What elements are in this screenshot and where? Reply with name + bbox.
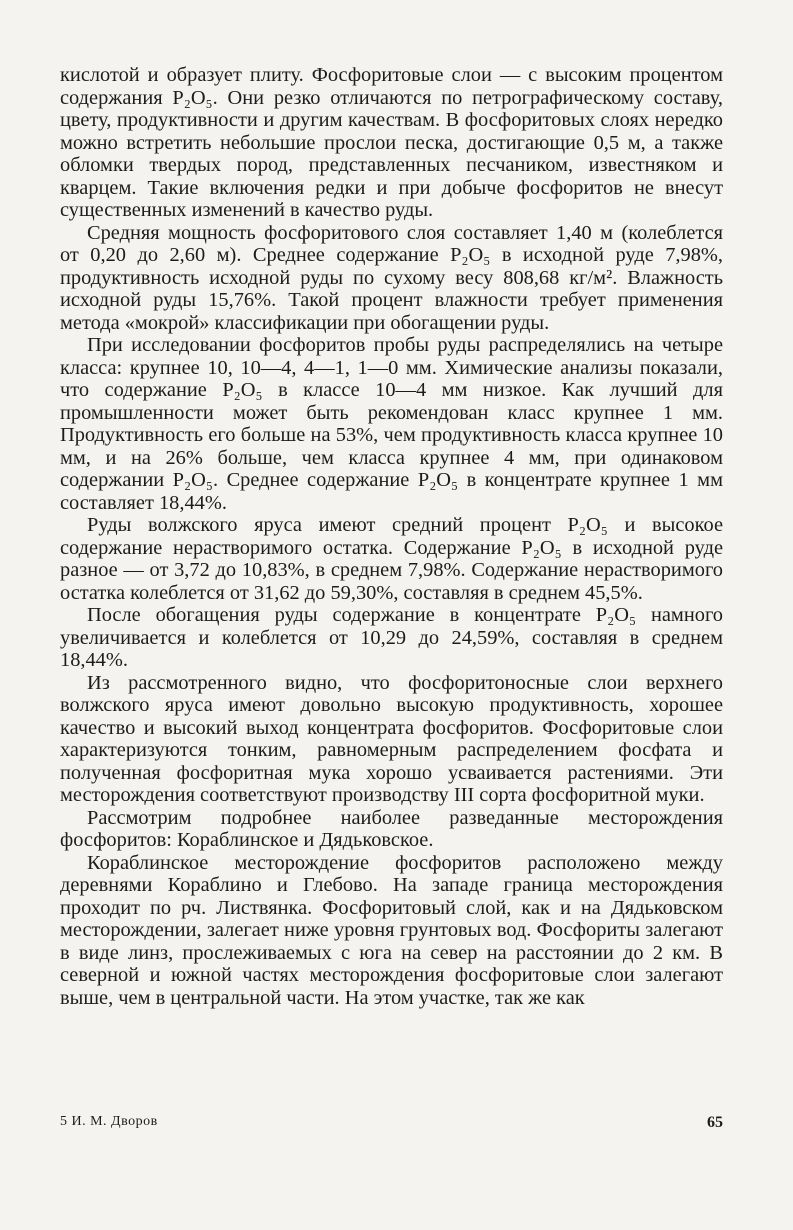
paragraph-6: Из рассмотренного видно, что фосфоритоносные слои верхнего волжского яруса имеют довольно высокую продуктивность, хорошее качество и высокий выход концентрата фосфоритов. Фосфоритовые слои характеризуются тонким, равномерным распределением фосфата и полученная фосфоритная мука хорошо усваивается растениями. Эти месторождения соответствуют производству III сорта фосфоритной муки. [60, 671, 723, 806]
signature-mark: 5 И. М. Дворов [60, 1114, 158, 1129]
paragraph-1: кислотой и образует плиту. Фосфоритовые слои — с высоким процентом содержания P₂O₅. Они резко отличаются по петрографическому составу, цвету, продуктивности и другим качествам. В фосфоритовых слоях нередко можно встретить небольшие прослои песка, достигающие 0,5 м, а также обломки твердых пород, представленных песчаником, известняком и кварцем. Такие включения редки и при добыче фосфоритов не внесут существенных изменений в качество руды. [60, 64, 723, 221]
paragraph-2: Средняя мощность фосфоритового слоя составляет 1,40 м (колеблется от 0,20 до 2,60 м). Среднее содержание P₂O₅ в исходной руде 7,98%, продуктивность исходной руды по сухому весу 808,68 кг/м². Влажность исходной руды 15,76%. Такой процент влажности требует применения метода «мокрой» классификации при обогащении руды. [60, 221, 723, 334]
paragraph-8: Кораблинское месторождение фосфоритов расположено между деревнями Кораблино и Глебово. На западе граница месторождения проходит по рч. Листвянка. Фосфоритовый слой, как и на Дядьковском месторождении, залегает ниже уровня грунтовых вод. Фосфориты залегают в виде линз, прослеживаемых с юга на север на расстоянии до 2 км. В северной и южной частях месторождения фосфоритовые слои залегают выше, чем в центральной части. На этом участке, так же как [60, 851, 723, 1009]
paragraph-4: Руды волжского яруса имеют средний процент P₂O₅ и высокое содержание нерастворимого остатка. Содержание P₂O₅ в исходной руде разное — от 3,72 до 10,83%, в среднем 7,98%. Содержание нерастворимого остатка колеблется от 31,62 до 59,30%, составляя в среднем 45,5%. [60, 514, 723, 604]
paragraph-5: После обогащения руды содержание в концентрате P₂O₅ намного увеличивается и колеблется от 10,29 до 24,59%, составляя в среднем 18,44%. [60, 604, 723, 671]
paragraph-7: Рассмотрим подробнее наиболее разведанные месторождения фосфоритов: Кораблинское и Дядьковское. [60, 806, 723, 851]
body-text [60, 64, 723, 1009]
page-number: 65 [707, 1114, 723, 1131]
paragraph-3: При исследовании фосфоритов пробы руды распределялись на четыре класса: крупнее 10, 10—4, 4—1, 1—0 мм. Химические анализы показали, что содержание P₂O₅ в классе 10—4 мм низкое. Как лучший для промышленности может быть рекомендован класс крупнее 1 мм. Продуктивность его больше на 53%, чем продуктивность класса крупнее 10 мм, и на 26% больше, чем класса крупнее 4 мм, при одинаковом содержании P₂O₅. Среднее содержание P₂O₅ в концентрате крупнее 1 мм составляет 18,44%. [60, 334, 723, 514]
